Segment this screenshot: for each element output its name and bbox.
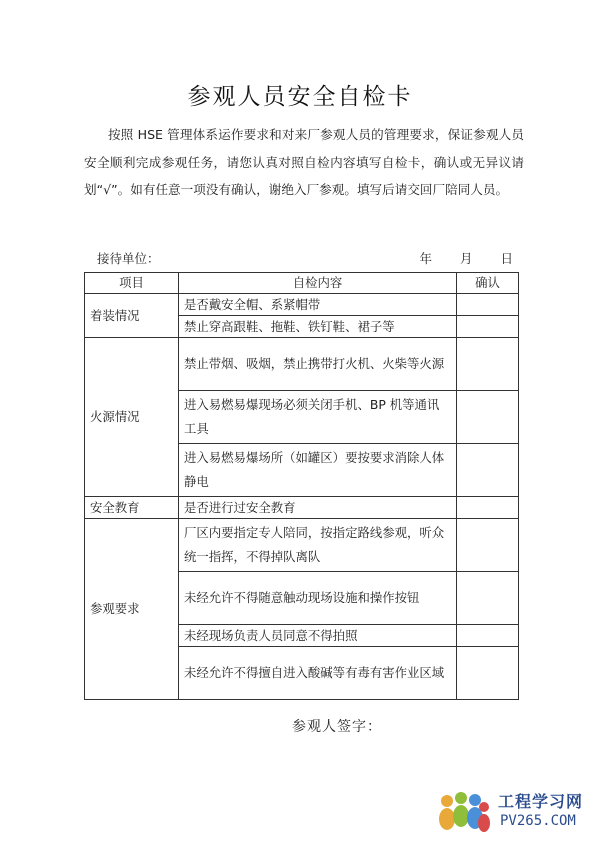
instructions-paragraph: 按照 HSE 管理体系运作要求和对来厂参观人员的管理要求，保证参观人员安全顺利完成参观任务，请您认真对照自检内容填写自检卡，确认或无异议请划“√”。如有任意一项没有确认，谢绝入厂参观。填写后请交回厂陪同人员。 (84, 127, 524, 197)
check-item: 未经允许不得擅自进入酸碱等有毒有害作业区域 (179, 647, 457, 700)
category-cell: 安全教育 (85, 497, 179, 519)
confirm-cell[interactable] (457, 316, 519, 338)
check-item: 是否戴安全帽、系紧帽带 (179, 294, 457, 316)
check-item: 厂区内要指定专人陪同，按指定路线参观，听众统一指挥，不得掉队离队 (179, 519, 457, 572)
confirm-cell[interactable] (457, 519, 519, 572)
confirm-cell[interactable] (457, 444, 519, 497)
table-row (85, 519, 519, 572)
check-item: 禁止穿高跟鞋、拖鞋、铁钉鞋、裙子等 (179, 316, 457, 338)
check-item: 未经现场负责人员同意不得拍照 (179, 625, 457, 647)
category-cell: 着装情况 (85, 294, 179, 338)
confirm-cell[interactable] (457, 572, 519, 625)
confirm-cell[interactable] (457, 497, 519, 519)
people-group-icon (436, 787, 492, 835)
visitor-signature-label: 参观人签字： (292, 719, 382, 735)
check-item: 是否进行过安全教育 (179, 497, 457, 519)
check-item: 禁止带烟、吸烟，禁止携带打火机、火柴等火源 (179, 338, 457, 391)
header-item: 项目 (85, 273, 179, 294)
self-check-table (84, 272, 519, 700)
confirm-cell[interactable] (457, 338, 519, 391)
reception-row (97, 249, 521, 269)
card-title: 参观人员安全自检卡 (187, 84, 413, 110)
date-label: 年 月 日 (419, 251, 513, 266)
header-content: 自检内容 (179, 273, 457, 294)
check-item: 未经允许不得随意触动现场设施和操作按钮 (179, 572, 457, 625)
header-confirm: 确认 (457, 273, 519, 294)
confirm-cell[interactable] (457, 647, 519, 700)
category-cell: 参观要求 (85, 519, 179, 700)
watermark-site-name: 工程学习网 (498, 792, 584, 811)
confirm-cell[interactable] (457, 294, 519, 316)
check-item: 进入易燃易爆场所（如罐区）要按要求消除人体静电 (179, 444, 457, 497)
table-row (85, 294, 519, 316)
site-watermark (436, 785, 586, 840)
table-header-row (85, 273, 519, 294)
category-cell: 火源情况 (85, 338, 179, 497)
check-item: 进入易燃易爆现场必须关闭手机、BP 机等通讯工具 (179, 391, 457, 444)
watermark-site-url: PV265.COM (500, 813, 576, 829)
table-row (85, 497, 519, 519)
confirm-cell[interactable] (457, 625, 519, 647)
table-row (85, 338, 519, 391)
confirm-cell[interactable] (457, 391, 519, 444)
reception-unit-label: 接待单位： (97, 251, 160, 266)
